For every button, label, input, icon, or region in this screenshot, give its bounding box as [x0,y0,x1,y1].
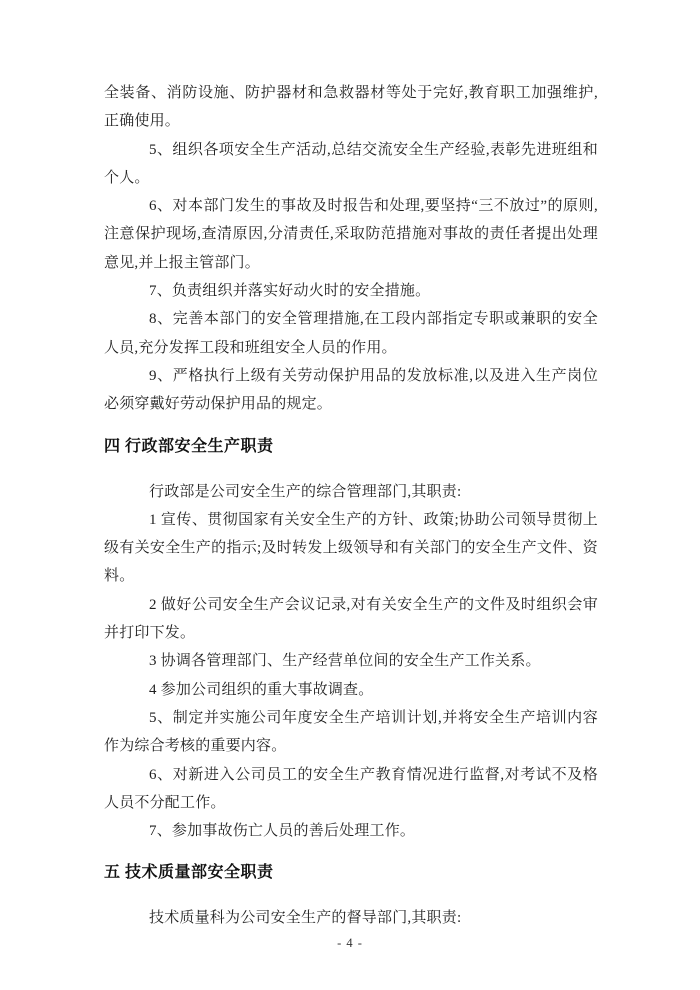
list-item-paragraph: 7、负责组织并落实好动火时的安全措施。 [149,283,431,300]
list-item-paragraph: 1 宣传、贯彻国家有关安全生产的方针、政策;协助公司领导贯彻上级有关安全生产的指示;及时转发上级领导和有关部门的安全生产文件、资料。 [104,511,598,585]
list-item-paragraph: 5、组织各项安全生产活动,总结交流安全生产经验,表彰先进班组和个人。 [104,141,598,186]
page-number: - 4 - [337,936,363,950]
list-item-paragraph: 7、参加事故伤亡人员的善后处理工作。 [149,823,416,840]
document-body [104,79,598,933]
section-intro-paragraph: 技术质量科为公司安全生产的督导部门,其职责: [149,910,462,927]
list-item-paragraph: 6、对本部门发生的事故及时报告和处理,要坚持“三不放过”的原则,注意保护现场,查清原因,分清责任,采取防范措施对事故的责任者提出处理意见,并上报主管部门。 [104,198,598,271]
paragraph-continuation: 全装备、消防设施、防护器材和急救器材等处于完好,教育职工加强维护,正确使用。 [104,85,598,130]
list-item-paragraph: 4 参加公司组织的重大事故调查。 [149,681,374,698]
section-heading-tech-quality-dept: 五 技术质量部安全职责 [104,864,274,882]
section-intro-paragraph: 行政部是公司安全生产的综合管理部门,其职责: [149,483,462,500]
list-item-paragraph: 6、对新进入公司员工的安全生产教育情况进行监督,对考试不及格人员不分配工作。 [104,766,598,811]
list-item-paragraph: 2 做好公司安全生产会议记录,对有关安全生产的文件及时组织会审并打印下发。 [104,596,598,642]
list-item-paragraph: 9、严格执行上级有关劳动保护用品的发放标准,以及进入生产岗位必须穿戴好劳动保护用品的规定。 [104,367,598,413]
list-item-paragraph: 3 协调各管理部门、生产经营单位间的安全生产工作关系。 [149,653,541,670]
list-item-paragraph: 8、完善本部门的安全管理措施,在工段内部指定专职或兼职的安全人员,充分发挥工段和班组安全人员的作用。 [104,311,598,356]
list-item-paragraph: 5、制定并实施公司年度安全生产培训计划,并将安全生产培训内容作为综合考核的重要内容。 [104,709,598,755]
section-heading-admin-dept: 四 行政部安全生产职责 [104,437,274,455]
